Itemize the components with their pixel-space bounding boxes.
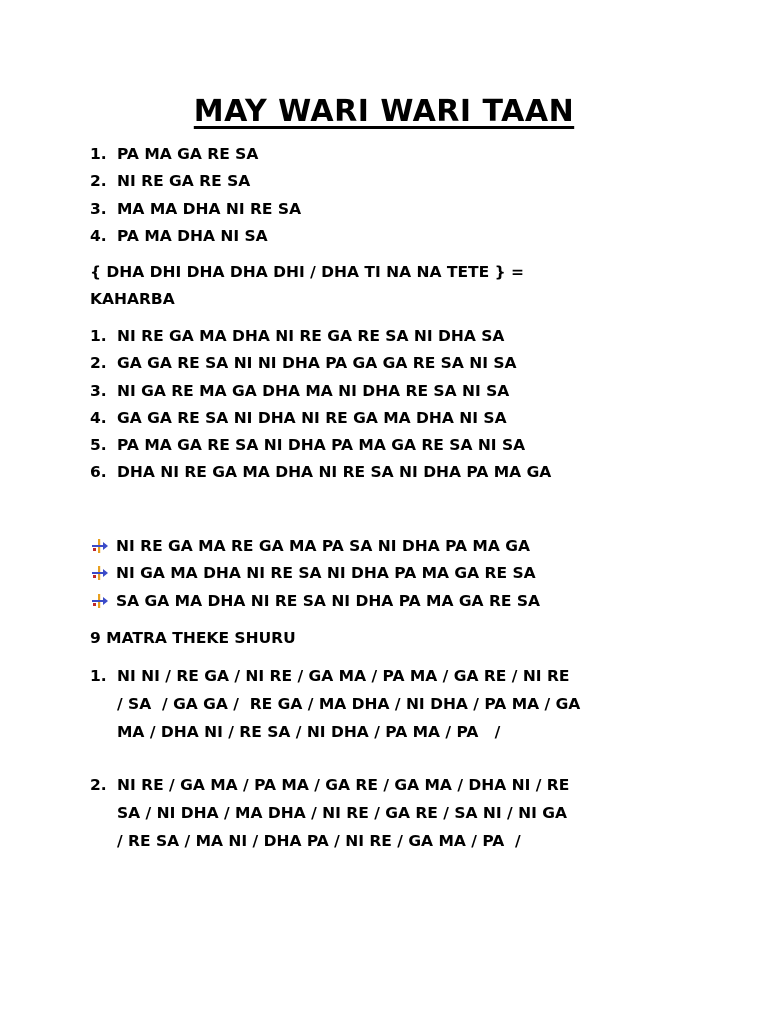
list-item: 5. PA MA GA RE SA NI DHA PA MA GA RE SA NI SA	[90, 436, 526, 455]
list-item: 3. MA MA DHA NI RE SA	[90, 199, 302, 218]
list-item: 2. NI RE GA RE SA	[90, 172, 251, 191]
list-item: SA GA MA DHA NI RE SA NI DHA PA MA GA RE SA	[92, 588, 540, 615]
list-item: 3. NI GA RE MA GA DHA MA NI DHA RE SA NI SA	[90, 381, 510, 400]
sargam-list-2	[90, 323, 551, 487]
matra-list	[90, 662, 690, 746]
arrow-bullet-icon	[92, 594, 108, 608]
arrow-bullet-icon	[92, 539, 108, 553]
page-title: MAY WARI WARI TAAN	[193, 94, 575, 129]
list-item: 2. NI RE / GA MA / PA MA / GA RE / GA MA / DHA NI / RE SA / NI DHA / MA DHA / NI RE / GA RE / SA NI / NI GA / RE SA / MA NI / DHA PA / NI RE / GA MA / PA /	[90, 776, 570, 850]
matra-list-2	[90, 771, 690, 855]
list-item: 2. GA GA RE SA NI NI DHA PA GA GA RE SA NI SA	[90, 354, 517, 373]
sargam-list-1	[90, 141, 301, 250]
list-item: NI GA MA DHA NI RE SA NI DHA PA MA GA RE SA	[92, 560, 540, 587]
matra-heading: 9 MATRA THEKE SHURU	[90, 629, 296, 647]
list-item: NI RE GA MA RE GA MA PA SA NI DHA PA MA GA	[92, 533, 540, 560]
bullet-list	[92, 533, 540, 615]
list-item: 6. DHA NI RE GA MA DHA NI RE SA NI DHA PA MA GA	[90, 463, 552, 482]
taal-line-1: { DHA DHI DHA DHA DHI / DHA TI NA NA TETE } =	[90, 263, 525, 281]
list-item: 1. NI RE GA MA DHA NI RE GA RE SA NI DHA SA	[90, 327, 505, 345]
list-item: 1. NI NI / RE GA / NI RE / GA MA / PA MA / GA RE / NI RE / SA / GA GA / RE GA / MA DHA / NI DHA / PA MA / GA MA / DHA NI / RE SA / NI DHA / PA MA / PA /	[90, 667, 581, 741]
list-item: 4. PA MA DHA NI SA	[90, 226, 268, 245]
list-item: 1. PA MA GA RE SA	[90, 145, 259, 163]
taal-line-2: KAHARBA	[90, 290, 175, 308]
list-item: 4. GA GA RE SA NI DHA NI RE GA MA DHA NI SA	[90, 408, 507, 427]
arrow-bullet-icon	[92, 566, 108, 580]
